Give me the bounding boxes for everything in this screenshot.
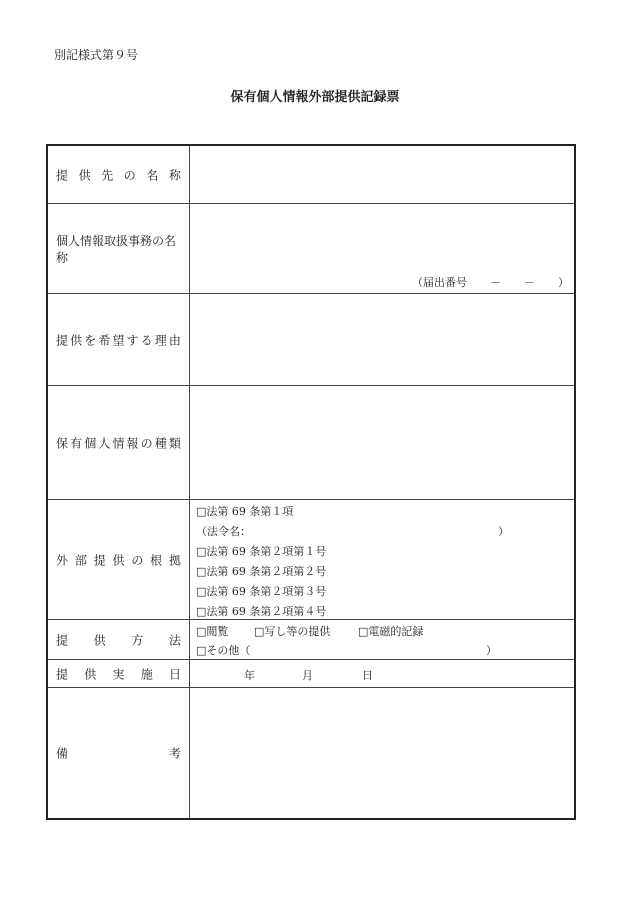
- affairs-name-field[interactable]: [190, 204, 574, 294]
- label-char: 部: [74, 553, 87, 568]
- reason-field[interactable]: [190, 294, 574, 386]
- label-char: 提: [93, 553, 106, 568]
- checkbox-article-69-1[interactable]: □法第 69 条第１項: [196, 505, 294, 518]
- legal-basis-options: [190, 500, 574, 620]
- remarks-field[interactable]: [190, 688, 574, 818]
- label-char: 提: [56, 333, 69, 348]
- checkbox-copy[interactable]: □写し等の提供: [254, 625, 331, 638]
- form-number: 別記様式第９号: [54, 48, 139, 62]
- label-char: 施: [140, 667, 153, 682]
- row-remarks: [48, 687, 574, 818]
- label-char: 供: [93, 633, 106, 648]
- label-char: 報: [126, 436, 139, 451]
- label-char: の: [123, 168, 136, 182]
- label-remarks: [48, 688, 190, 818]
- row-method: [48, 619, 574, 660]
- label-char: す: [126, 333, 139, 348]
- dash: －: [490, 276, 501, 289]
- label-method: [48, 620, 190, 660]
- label-char: 提: [56, 633, 69, 648]
- label-char: 望: [112, 333, 125, 348]
- label-char: 個: [84, 436, 97, 451]
- month-label: 月: [302, 669, 313, 682]
- row-reason: [48, 293, 574, 386]
- checkbox-article-69-2-2[interactable]: □法第 69 条第２項第２号: [196, 565, 327, 578]
- label-char: 有: [70, 436, 83, 451]
- label-char: 供: [112, 553, 125, 568]
- checkbox-article-69-2-3[interactable]: □法第 69 条第２項第３号: [196, 585, 327, 598]
- label-char: の: [131, 553, 144, 568]
- label-char: 考: [168, 746, 181, 761]
- row-affairs-name: [48, 203, 574, 294]
- label-char: 拠: [168, 553, 181, 568]
- label-char: 類: [168, 436, 181, 451]
- label-char: 法: [168, 633, 181, 648]
- row-info-type: [48, 385, 574, 500]
- label-char: 情: [112, 436, 125, 451]
- label-char: 提: [56, 667, 69, 682]
- label-char: 称: [168, 168, 181, 182]
- close-paren: ）: [498, 525, 509, 538]
- row-legal-basis: [48, 499, 574, 620]
- label-date: [48, 660, 190, 688]
- checkbox-view[interactable]: □閲覧: [196, 625, 229, 638]
- close-paren: ）: [558, 276, 569, 289]
- label-char: 提: [56, 168, 69, 182]
- checkbox-article-69-2-1[interactable]: □法第 69 条第２項第１号: [196, 545, 327, 558]
- checkbox-article-69-2-4[interactable]: □法第 69 条第２項第４号: [196, 605, 327, 618]
- label-char: 供: [84, 667, 97, 682]
- day-label: 日: [362, 669, 373, 682]
- recipient-name-field[interactable]: [190, 146, 574, 203]
- label-char: 先: [101, 168, 114, 182]
- label-char: 理: [154, 333, 167, 348]
- label-char: 供: [78, 168, 91, 182]
- label-info-type: [48, 386, 190, 500]
- label-char: 供: [70, 333, 83, 348]
- label-char: を: [84, 333, 97, 348]
- label-reason: [48, 294, 190, 386]
- label-recipient-name: [48, 146, 190, 203]
- checkbox-electromagnetic[interactable]: □電磁的記録: [358, 625, 424, 638]
- info-type-field[interactable]: [190, 386, 574, 500]
- label-char: 種: [154, 436, 167, 451]
- label-legal-basis: [48, 500, 190, 620]
- label-char: 備: [56, 746, 69, 761]
- label-char: 名: [146, 168, 159, 182]
- label-char: 保: [56, 436, 69, 451]
- label-char: 方: [131, 633, 144, 648]
- method-options: [190, 620, 574, 660]
- label-char: 外: [56, 553, 69, 568]
- notification-number-label: （届出番号: [412, 276, 467, 289]
- record-form-table: [46, 144, 576, 820]
- date-field[interactable]: [190, 660, 574, 688]
- checkbox-other[interactable]: □その他（: [196, 644, 251, 657]
- form-title: 保有個人情報外部提供記録票: [230, 90, 400, 105]
- label-char: 希: [98, 333, 111, 348]
- label-char: る: [140, 333, 153, 348]
- label-char: 日: [168, 667, 181, 682]
- close-paren: ）: [486, 644, 497, 657]
- label-char: 由: [168, 333, 181, 348]
- row-date: [48, 659, 574, 688]
- label-char: 実: [112, 667, 125, 682]
- label-text: 個人情報取扱事務の名称: [56, 234, 177, 265]
- law-name-label: （法令名：: [196, 525, 251, 538]
- label-char: の: [140, 436, 153, 451]
- dash: －: [524, 276, 535, 289]
- row-recipient-name: [48, 146, 574, 203]
- label-char: 根: [150, 553, 163, 568]
- year-label: 年: [244, 669, 255, 682]
- label-affairs-name: [48, 204, 190, 294]
- label-char: 人: [98, 436, 111, 451]
